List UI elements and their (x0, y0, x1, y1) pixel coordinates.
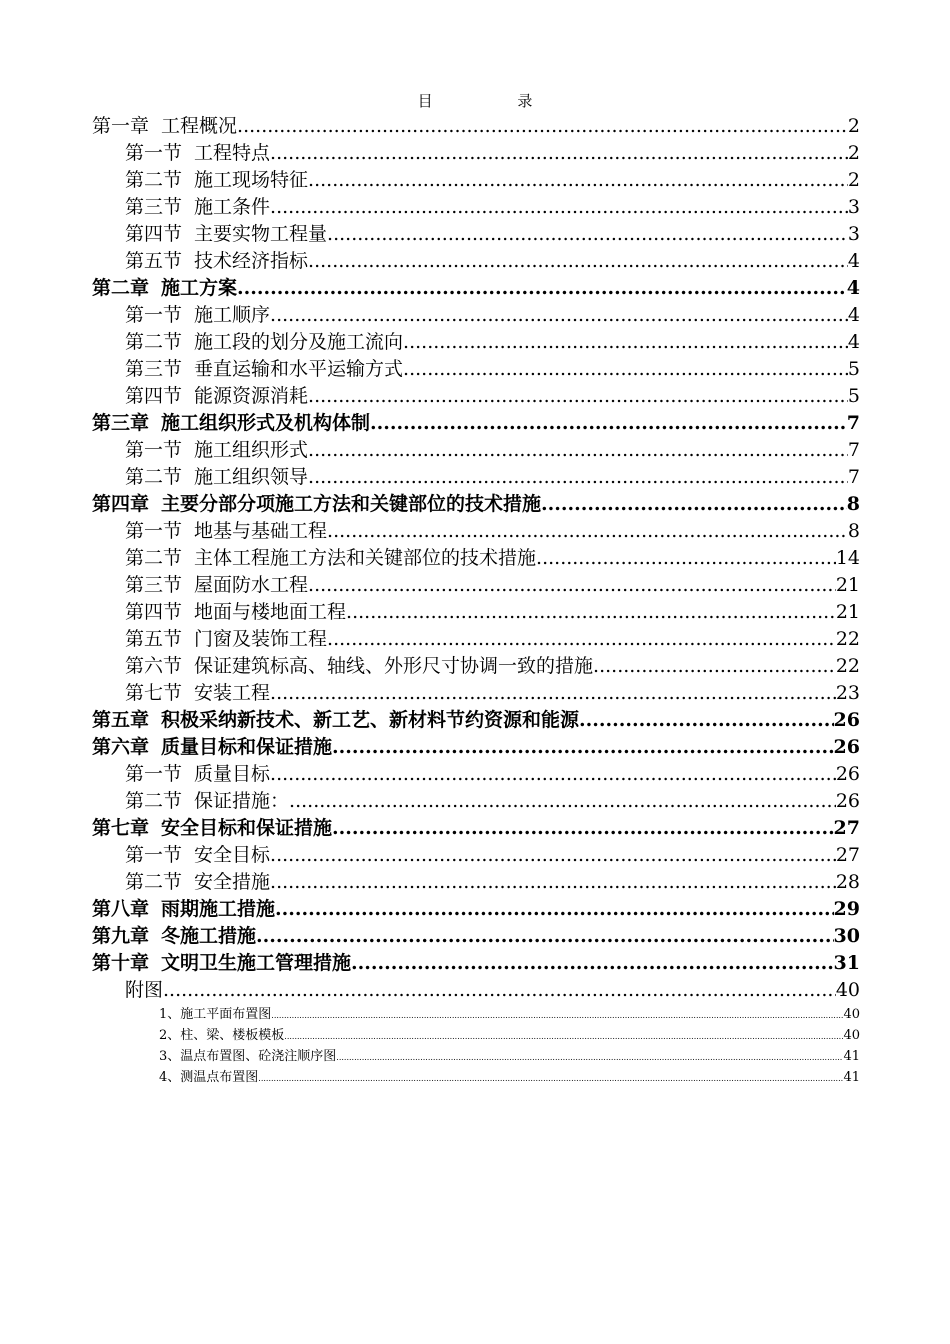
toc-entry-number: 第六章 (92, 736, 150, 758)
toc-entry-title: 安全措施 (194, 871, 271, 893)
toc-entry-number: 第二节 (125, 547, 183, 569)
toc-entry-number: 第二节 (125, 169, 183, 191)
dot-leader (271, 1005, 843, 1025)
toc-entry-page-number: 4 (847, 304, 860, 326)
toc-entry-number: 第一节 (125, 304, 183, 326)
toc-entry-title: 质量目标和保证措施 (161, 736, 333, 758)
toc-entry-number: 第十章 (92, 952, 150, 974)
toc-entry-page-number: 4 (847, 331, 860, 353)
toc-entry-title: 保证措施： (194, 790, 290, 812)
toc-section-entry[interactable] (92, 437, 860, 464)
toc-entry-page-number: 4 (846, 277, 860, 299)
toc-entry-page-number: 29 (833, 898, 860, 920)
toc-entry-title: 施工组织领导 (194, 466, 309, 488)
toc-entry-number: 第一节 (125, 142, 183, 164)
dot-leader (327, 518, 848, 545)
toc-section-entry[interactable] (92, 221, 860, 248)
toc-chapter-entry[interactable] (92, 815, 860, 842)
toc-entry-number: 第一节 (125, 520, 183, 542)
toc-entry-page-number: 40 (843, 1007, 860, 1022)
toc-entry-title: 屋面防水工程 (194, 574, 309, 596)
dot-leader (370, 410, 847, 437)
toc-section-entry[interactable] (92, 302, 860, 329)
toc-entry-page-number: 7 (847, 439, 860, 461)
toc-entry-title: 1、施工平面布置图 (159, 1007, 272, 1022)
dot-leader (541, 491, 847, 518)
toc-entry-title: 工程概况 (161, 115, 238, 137)
toc-entry-number: 第七节 (125, 682, 183, 704)
dot-leader (256, 923, 834, 950)
toc-chapter-entry[interactable] (92, 950, 860, 977)
dot-leader (270, 140, 848, 167)
toc-entry-title: 施工条件 (194, 196, 271, 218)
toc-entry-page-number: 5 (847, 385, 860, 407)
toc-figure-entry[interactable] (92, 1025, 860, 1046)
toc-entry-number: 第一节 (125, 763, 183, 785)
toc-entry-number: 第五章 (92, 709, 150, 731)
toc-entry-title: 地面与楼地面工程 (194, 601, 347, 623)
toc-entry-page-number: 3 (847, 196, 860, 218)
toc-entry-page-number: 26 (833, 736, 860, 758)
toc-entry-number: 第四章 (92, 493, 150, 515)
toc-entry-page-number: 14 (835, 547, 860, 569)
dot-leader (275, 896, 834, 923)
toc-entry-page-number: 26 (835, 790, 860, 812)
toc-entry-page-number: 30 (833, 925, 860, 947)
toc-entry-title: 4、测温点布置图 (159, 1070, 259, 1085)
toc-chapter-entry[interactable] (92, 113, 860, 140)
dot-leader (270, 194, 848, 221)
toc-section-entry[interactable] (92, 599, 860, 626)
toc-entry-number: 第四节 (125, 601, 183, 623)
dot-leader (327, 626, 836, 653)
toc-entry-number: 第五节 (125, 628, 183, 650)
toc-entry-title: 安全目标 (194, 844, 271, 866)
toc-section-entry[interactable] (92, 248, 860, 275)
dot-leader (270, 842, 836, 869)
toc-entry-title: 主体工程施工方法和关键部位的技术措施 (194, 547, 537, 569)
dot-leader (336, 1047, 843, 1067)
toc-entry-title: 能源资源消耗 (194, 385, 309, 407)
toc-entry-title: 垂直运输和水平运输方式 (194, 358, 404, 380)
toc-section-entry[interactable] (92, 383, 860, 410)
dot-leader (536, 545, 836, 572)
toc-entry-title: 安装工程 (194, 682, 271, 704)
toc-entry-number: 第三节 (125, 196, 183, 218)
toc-entry-title: 施工组织形式 (194, 439, 309, 461)
toc-entry-number: 第二节 (125, 790, 183, 812)
toc-chapter-entry[interactable] (92, 275, 860, 302)
toc-entry-page-number: 26 (835, 763, 860, 785)
toc-entry-page-number: 8 (846, 493, 860, 515)
dot-leader (579, 707, 834, 734)
toc-figure-entry[interactable] (92, 1004, 860, 1025)
toc-entry-title: 技术经济指标 (194, 250, 309, 272)
dot-leader (308, 383, 848, 410)
toc-title: 目 录 (417, 92, 573, 110)
toc-entry-title: 冬施工措施 (161, 925, 257, 947)
dot-leader (237, 113, 848, 140)
toc-entry-title: 雨期施工措施 (161, 898, 276, 920)
toc-section-entry[interactable] (92, 653, 860, 680)
toc-entry-number: 第七章 (92, 817, 150, 839)
dot-leader (258, 1068, 843, 1088)
toc-entry-title: 积极采纳新技术、新工艺、新材料节约资源和能源 (161, 709, 580, 731)
toc-section-entry[interactable] (92, 518, 860, 545)
dot-leader (308, 464, 848, 491)
toc-entry-number: 第五节 (125, 250, 183, 272)
toc-entry-page-number: 40 (835, 979, 860, 1001)
toc-chapter-entry[interactable] (92, 734, 860, 761)
toc-entry-page-number: 21 (835, 574, 860, 596)
toc-appendix-entry[interactable] (92, 977, 860, 1004)
dot-leader (270, 680, 836, 707)
dot-leader (308, 167, 848, 194)
toc-entry-title: 3、温点布置图、砼浇注顺序图 (159, 1049, 337, 1064)
toc-entry-page-number: 21 (835, 601, 860, 623)
dot-leader (403, 356, 848, 383)
dot-leader (327, 221, 848, 248)
toc-entry-number: 第四节 (125, 223, 183, 245)
toc-section-entry[interactable] (92, 761, 860, 788)
toc-entry-title: 保证建筑标高、轴线、外形尺寸协调一致的措施 (194, 655, 594, 677)
toc-entry-title: 施工段的划分及施工流向 (194, 331, 404, 353)
dot-leader (289, 788, 836, 815)
toc-section-entry[interactable] (92, 194, 860, 221)
dot-leader (270, 761, 836, 788)
toc-entry-number: 第三节 (125, 574, 183, 596)
toc-list (92, 113, 860, 1088)
toc-entry-number: 第三章 (92, 412, 150, 434)
toc-chapter-entry[interactable] (92, 707, 860, 734)
toc-section-entry[interactable] (92, 329, 860, 356)
dot-leader (351, 950, 834, 977)
toc-entry-title: 2、柱、梁、楼板模板 (159, 1028, 285, 1043)
dot-leader (593, 653, 836, 680)
toc-entry-page-number: 7 (847, 466, 860, 488)
toc-entry-title: 主要实物工程量 (194, 223, 328, 245)
toc-figure-entry[interactable] (92, 1067, 860, 1088)
dot-leader (270, 869, 836, 896)
toc-entry-page-number: 3 (847, 223, 860, 245)
toc-entry-title: 文明卫生施工管理措施 (161, 952, 352, 974)
toc-figure-entry[interactable] (92, 1046, 860, 1067)
toc-entry-page-number: 23 (835, 682, 860, 704)
toc-entry-title: 地基与基础工程 (194, 520, 328, 542)
toc-chapter-entry[interactable] (92, 410, 860, 437)
toc-entry-page-number: 26 (833, 709, 860, 731)
toc-section-entry[interactable] (92, 842, 860, 869)
toc-entry-title: 施工方案 (161, 277, 238, 299)
toc-entry-number: 第一节 (125, 439, 183, 461)
toc-entry-page-number: 22 (835, 655, 860, 677)
dot-leader (308, 248, 848, 275)
toc-section-entry[interactable] (92, 572, 860, 599)
dot-leader (403, 329, 848, 356)
toc-entry-title: 施工顺序 (194, 304, 271, 326)
dot-leader (163, 977, 836, 1004)
toc-entry-title: 附图 (125, 979, 164, 1001)
toc-entry-number: 第九章 (92, 925, 150, 947)
toc-entry-page-number: 5 (847, 358, 860, 380)
toc-entry-title: 主要分部分项施工方法和关键部位的技术措施 (161, 493, 542, 515)
toc-entry-number: 第二节 (125, 466, 183, 488)
toc-entry-page-number: 22 (835, 628, 860, 650)
toc-chapter-entry[interactable] (92, 923, 860, 950)
toc-chapter-entry[interactable] (92, 896, 860, 923)
dot-leader (332, 734, 834, 761)
toc-entry-number: 第四节 (125, 385, 183, 407)
toc-entry-title: 安全目标和保证措施 (161, 817, 333, 839)
toc-entry-page-number: 28 (835, 871, 860, 893)
toc-section-entry[interactable] (92, 464, 860, 491)
toc-entry-number: 第三节 (125, 358, 183, 380)
toc-entry-title: 施工现场特征 (194, 169, 309, 191)
toc-entry-page-number: 2 (847, 169, 860, 191)
toc-section-entry[interactable] (92, 788, 860, 815)
toc-entry-page-number: 8 (847, 520, 860, 542)
dot-leader (237, 275, 847, 302)
toc-entry-number: 第一章 (92, 115, 150, 137)
toc-entry-page-number: 27 (835, 844, 860, 866)
toc-entry-number: 第八章 (92, 898, 150, 920)
dot-leader (346, 599, 836, 626)
toc-section-entry[interactable] (92, 680, 860, 707)
dot-leader (308, 437, 848, 464)
toc-entry-page-number: 27 (833, 817, 860, 839)
toc-entry-page-number: 40 (843, 1028, 860, 1043)
toc-entry-page-number: 41 (843, 1070, 860, 1085)
toc-section-entry[interactable] (92, 140, 860, 167)
toc-section-entry[interactable] (92, 167, 860, 194)
dot-leader (308, 572, 836, 599)
toc-entry-page-number: 2 (847, 115, 860, 137)
dot-leader (332, 815, 834, 842)
toc-entry-page-number: 2 (847, 142, 860, 164)
toc-entry-page-number: 7 (846, 412, 860, 434)
toc-entry-title: 工程特点 (194, 142, 271, 164)
dot-leader (284, 1026, 843, 1046)
toc-entry-page-number: 31 (833, 952, 860, 974)
toc-entry-title: 施工组织形式及机构体制 (161, 412, 371, 434)
toc-section-entry[interactable] (92, 626, 860, 653)
toc-entry-page-number: 41 (843, 1049, 860, 1064)
toc-entry-number: 第一节 (125, 844, 183, 866)
toc-section-entry[interactable] (92, 869, 860, 896)
toc-entry-number: 第六节 (125, 655, 183, 677)
dot-leader (270, 302, 848, 329)
toc-entry-title: 门窗及装饰工程 (194, 628, 328, 650)
toc-entry-number: 第二章 (92, 277, 150, 299)
toc-section-entry[interactable] (92, 545, 860, 572)
toc-entry-page-number: 4 (847, 250, 860, 272)
toc-entry-title: 质量目标 (194, 763, 271, 785)
toc-entry-number: 第二节 (125, 871, 183, 893)
toc-section-entry[interactable] (92, 356, 860, 383)
toc-entry-number: 第二节 (125, 331, 183, 353)
toc-chapter-entry[interactable] (92, 491, 860, 518)
